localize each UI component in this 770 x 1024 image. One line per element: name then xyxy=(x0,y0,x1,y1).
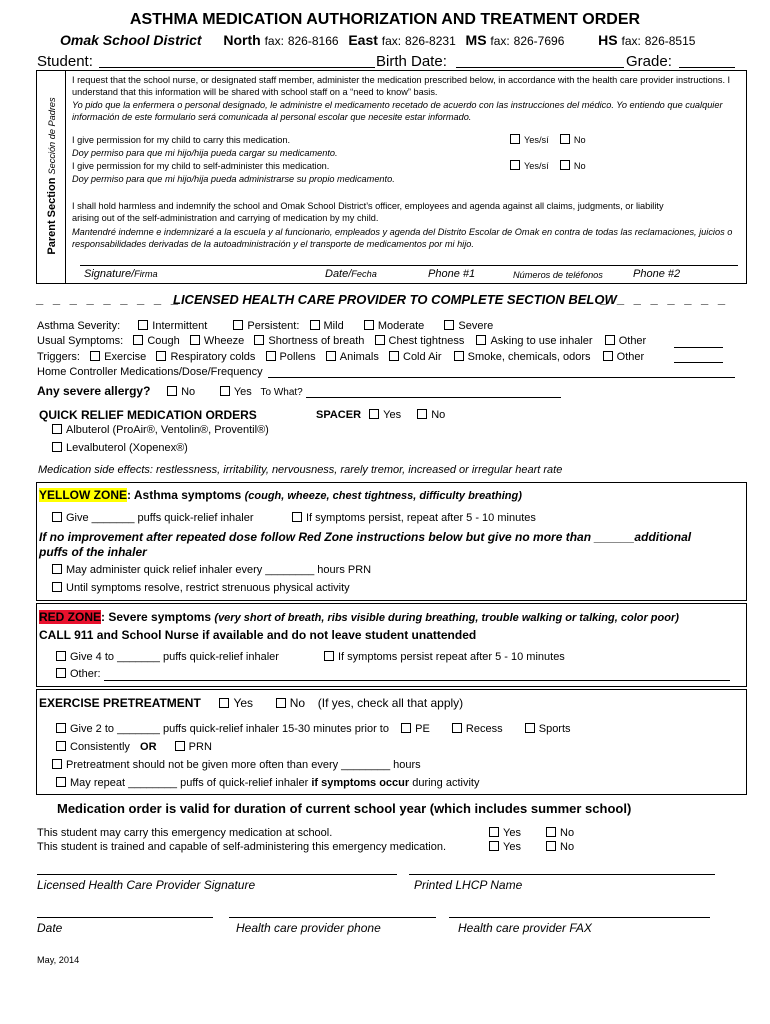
yellow-until: Until symptoms resolve, restrict strenuous physical activity xyxy=(52,582,350,594)
trained-statement: This student is trained and capable of self-administering this emergency medication. xyxy=(37,841,447,853)
district-fax-line: Omak School District North fax: 826-8166 East fax: 826-8231 MS fax: 826-7696 HS fax: 826-8515 xyxy=(60,32,696,48)
allergy-to-what-field[interactable] xyxy=(306,397,561,398)
exercise-yes-checkbox[interactable] xyxy=(219,698,229,708)
carry-yes-checkbox[interactable] xyxy=(510,134,520,144)
birth-date-label: Birth Date: xyxy=(376,53,447,70)
lhcp-signature-label: Licensed Health Care Provider Signature xyxy=(37,878,256,892)
parent-date-label: Date/Fecha xyxy=(325,268,377,280)
self-admin-choice: Yes/sí No xyxy=(510,160,586,171)
red-zone-heading: RED ZONE: Severe symptoms (very short of breath, ribs visible during breathing, trouble walking or talking, color poor) xyxy=(39,610,679,624)
yellow-until-checkbox[interactable] xyxy=(52,582,62,592)
exercise-sports-checkbox[interactable] xyxy=(525,723,535,733)
trained-stmt-yes-checkbox[interactable] xyxy=(489,841,499,851)
parent-signature-line[interactable] xyxy=(80,265,738,266)
carry-no: No xyxy=(546,827,574,839)
yellow-no-improvement-2: puffs of the inhaler xyxy=(39,545,147,559)
trained-yes: Yes xyxy=(489,841,521,853)
indemnify-en: I shall hold harmless and indemnify the school and Omak School District’s officer, employees and agenda against all claims, judgments, or liability arising out of the self-administration and carrying of medication by my child. xyxy=(72,201,664,223)
fax-ms: 826-7696 xyxy=(513,34,565,48)
trigger-other-field[interactable] xyxy=(674,362,723,363)
red-repeat: If symptoms persist repeat after 5 - 10 minutes xyxy=(324,651,565,663)
trigger-animals-checkbox[interactable] xyxy=(326,351,336,361)
carry-permission-es: Doy permiso para que mi hijo/hija pueda cargar su medicamento. xyxy=(72,148,338,158)
fax-east: 826-8231 xyxy=(405,34,456,48)
phone2-label: Phone #2 xyxy=(633,268,681,280)
quick-relief-title: QUICK RELIEF MEDICATION ORDERS xyxy=(39,408,257,422)
provider-phone-field[interactable] xyxy=(229,917,436,918)
yellow-give: Give _______ puffs quick-relief inhaler xyxy=(52,512,254,524)
parent-signature-label: Signature/Firma xyxy=(84,268,158,280)
carry-no-checkbox[interactable] xyxy=(560,134,570,144)
lhcp-dashes-left: _ _ _ _ _ _ _ _ _ xyxy=(36,291,181,306)
home-controller-label: Home Controller Medications/Dose/Frequency xyxy=(37,366,263,378)
lhcp-banner: LICENSED HEALTH CARE PROVIDER TO COMPLETE SECTION BELOW xyxy=(173,292,617,307)
allergy-yes-checkbox[interactable] xyxy=(220,386,230,396)
yellow-repeat-checkbox[interactable] xyxy=(292,512,302,522)
self-admin-permission-es: Doy permiso para que mi hijo/hija pueda administrarse su propio medicamento. xyxy=(72,174,395,184)
yellow-may-administer: May administer quick relief inhaler every ________ hours PRN xyxy=(52,564,371,576)
symptoms-row: Usual Symptoms: Cough Wheeze Shortness of breath Chest tightness Asking to use inhaler Other xyxy=(37,335,647,347)
med-albuterol: Albuterol (ProAir®, Ventolin®, Proventil®) xyxy=(52,424,269,436)
provider-fax-label: Health care provider FAX xyxy=(458,921,592,935)
med-levalbuterol: Levalbuterol (Xopenex®) xyxy=(52,442,188,454)
trigger-pollens-checkbox[interactable] xyxy=(266,351,276,361)
symptom-wheeze-checkbox[interactable] xyxy=(190,335,200,345)
exercise-recess-checkbox[interactable] xyxy=(452,723,462,733)
trigger-cold-air-checkbox[interactable] xyxy=(389,351,399,361)
carry-yes: Yes xyxy=(489,827,521,839)
yellow-repeat: If symptoms persist, repeat after 5 - 10 minutes xyxy=(292,512,536,524)
carry-choice: Yes/sí No xyxy=(510,134,586,145)
severity-persistent-checkbox[interactable] xyxy=(233,320,243,330)
allergy-no-checkbox[interactable] xyxy=(167,386,177,396)
form-title: ASTHMA MEDICATION AUTHORIZATION AND TREATMENT ORDER xyxy=(129,11,641,28)
phone1-label: Phone #1 xyxy=(428,268,476,280)
date-label: Date xyxy=(37,921,63,935)
parent-section-divider xyxy=(65,70,66,284)
school-north: North xyxy=(223,32,261,48)
exercise-consistently-checkbox[interactable] xyxy=(56,741,66,751)
triggers-row: Triggers: Exercise Respiratory colds Pollens Animals Cold Air Smoke, chemicals, odors Other xyxy=(37,351,645,363)
fax-hs: 826-8515 xyxy=(644,34,696,48)
provider-phone-label: Health care provider phone xyxy=(236,921,381,935)
parent-request-en: I request that the school nurse, or designated staff member, administer the medication prescribed below, in accordance with the health care provider instructions. I understand that this information will be shared with school staff on a “need to know” basis. xyxy=(72,75,731,97)
birth-date-field[interactable] xyxy=(456,67,624,68)
lhcp-dashes-right: _ _ _ _ _ _ _ _ xyxy=(600,291,729,306)
self-admin-permission-en: I give permission for my child to self-administer this medication. xyxy=(72,161,330,171)
yellow-no-improvement-1: If no improvement after repeated dose follow Red Zone instructions below but give no more than ______additional xyxy=(39,530,692,544)
side-effects: Medication side effects: restlessness, irritability, nervousness, rarely tremor, increased or irregular heart rate xyxy=(38,464,563,476)
trigger-exercise-checkbox[interactable] xyxy=(90,351,100,361)
red-other-field[interactable] xyxy=(104,680,730,681)
validity-statement: Medication order is valid for duration of current school year (which includes summer school) xyxy=(57,801,632,816)
exercise-give2: Give 2 to _______ puffs quick-relief inhaler 15-30 minutes prior to PE Recess Sports xyxy=(56,723,571,735)
footer-date: May, 2014 xyxy=(37,955,80,965)
carry-stmt-yes-checkbox[interactable] xyxy=(489,827,499,837)
yellow-zone-heading: YELLOW ZONE: Asthma symptoms (cough, wheeze, chest tightness, difficulty breathing) xyxy=(39,488,522,502)
exercise-pretreatment-limit: Pretreatment should not be given more often than every ________ hours xyxy=(52,759,421,771)
grade-label: Grade: xyxy=(626,53,672,70)
district-name: Omak School District xyxy=(60,32,202,48)
school-ms: MS xyxy=(465,32,487,48)
red-give-checkbox[interactable] xyxy=(56,651,66,661)
trigger-smoke-checkbox[interactable] xyxy=(454,351,464,361)
student-field[interactable] xyxy=(99,67,375,68)
self-admin-no-checkbox[interactable] xyxy=(560,160,570,170)
severity-moderate-checkbox[interactable] xyxy=(364,320,374,330)
spacer-yes-checkbox[interactable] xyxy=(369,409,379,419)
symptom-other-checkbox[interactable] xyxy=(605,335,615,345)
parent-request-es: Yo pido que la enfermera o personal designado, le administre el medicamento recetado de acuerdo con las instrucciones del médico. Yo entiendo que cualquier información de este formulario será comunicada al personal escolar que necesite estar informado. xyxy=(72,100,723,122)
severity-row: Asthma Severity: Intermittent Persistent: Mild Moderate Severe xyxy=(37,320,494,332)
trigger-other-checkbox[interactable] xyxy=(603,351,613,361)
red-repeat-checkbox[interactable] xyxy=(324,651,334,661)
exercise-repeat-checkbox[interactable] xyxy=(56,777,66,787)
indemnify-es: Mantendré indemne e indemnizaré a la escuela y al funcionario, empleados y agenda del Distrito Escolar de Omak en contra de todas las reclamaciones, juicios o responsabilidades derivadas de la autoadministración y el transporte de medicamentos por mi hijo. xyxy=(72,227,733,249)
home-controller-field[interactable] xyxy=(268,377,735,378)
school-hs: HS xyxy=(598,32,618,48)
carry-stmt-no-checkbox[interactable] xyxy=(546,827,556,837)
school-east: East xyxy=(348,32,378,48)
lhcp-signature-field[interactable] xyxy=(37,874,397,875)
trained-no: No xyxy=(546,841,574,853)
albuterol-checkbox[interactable] xyxy=(52,424,62,434)
self-admin-yes-checkbox[interactable] xyxy=(510,160,520,170)
phone-label-es: Números de teléfonos xyxy=(513,270,603,280)
carry-permission-en: I give permission for my child to carry this medication. xyxy=(72,135,291,145)
symptom-other-field[interactable] xyxy=(674,347,723,348)
spacer-row: SPACER Yes No xyxy=(316,409,446,421)
red-give: Give 4 to _______ puffs quick-relief inhaler xyxy=(56,651,279,663)
symptom-chest-checkbox[interactable] xyxy=(375,335,385,345)
exercise-limit-checkbox[interactable] xyxy=(52,759,62,769)
grade-field[interactable] xyxy=(679,67,735,68)
red-other-checkbox[interactable] xyxy=(56,668,66,678)
printed-name-field[interactable] xyxy=(409,874,715,875)
exercise-no-checkbox[interactable] xyxy=(276,698,286,708)
fax-north: 826-8166 xyxy=(287,34,339,48)
exercise-may-repeat: May repeat ________ puffs of quick-relief inhaler if symptoms occur during activity xyxy=(56,777,479,789)
red-call-911: CALL 911 and School Nurse if available and do not leave student unattended xyxy=(39,628,477,642)
symptom-cough-checkbox[interactable] xyxy=(133,335,143,345)
red-other: Other: xyxy=(56,668,101,680)
student-label: Student: xyxy=(37,53,93,70)
yellow-give-checkbox[interactable] xyxy=(52,512,62,522)
provider-fax-field[interactable] xyxy=(449,917,710,918)
yellow-zone-label: YELLOW ZONE xyxy=(39,488,127,502)
exercise-give2-checkbox[interactable] xyxy=(56,723,66,733)
allergy-row: Any severe allergy? No Yes To What? xyxy=(37,384,303,398)
printed-name-label: Printed LHCP Name xyxy=(414,878,523,892)
severity-mild-checkbox[interactable] xyxy=(310,320,320,330)
date-field[interactable] xyxy=(37,917,213,918)
red-zone-label: RED ZONE xyxy=(39,610,102,624)
severity-severe-checkbox[interactable] xyxy=(444,320,454,330)
exercise-pe-checkbox[interactable] xyxy=(401,723,411,733)
parent-section-side-label: Parent Section Sección de Padres xyxy=(46,97,58,255)
exercise-heading: EXERCISE PRETREATMENT Yes No (If yes, check all that apply) xyxy=(39,696,464,710)
trigger-colds-checkbox[interactable] xyxy=(156,351,166,361)
severity-intermittent-checkbox[interactable] xyxy=(138,320,148,330)
yellow-may-administer-checkbox[interactable] xyxy=(52,564,62,574)
exercise-prn-checkbox[interactable] xyxy=(175,741,185,751)
symptom-sob-checkbox[interactable] xyxy=(254,335,264,345)
trained-stmt-no-checkbox[interactable] xyxy=(546,841,556,851)
spacer-no-checkbox[interactable] xyxy=(417,409,427,419)
carry-statement: This student may carry this emergency medication at school. xyxy=(37,827,333,839)
exercise-frequency: Consistently OR PRN xyxy=(56,741,212,753)
symptom-inhaler-checkbox[interactable] xyxy=(476,335,486,345)
levalbuterol-checkbox[interactable] xyxy=(52,442,62,452)
